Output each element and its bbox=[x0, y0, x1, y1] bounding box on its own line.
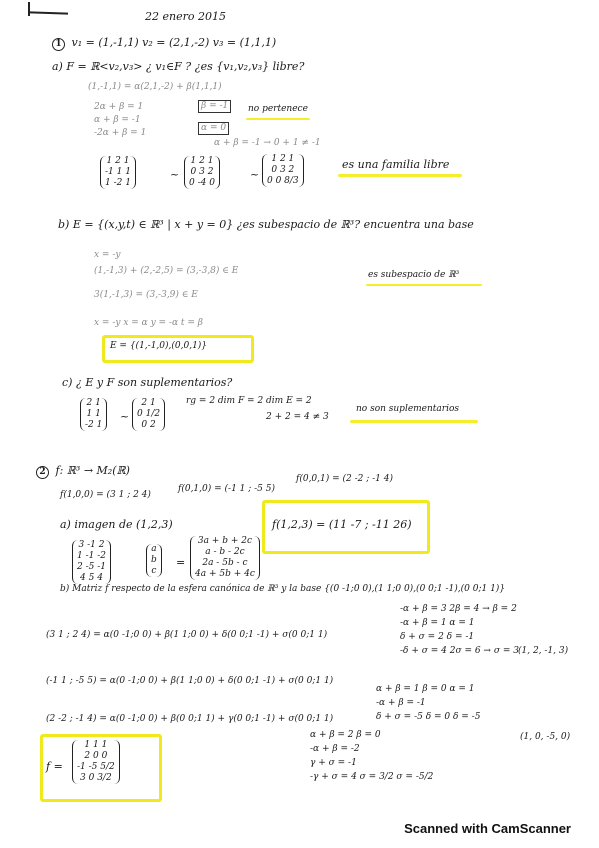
equals-sign: = bbox=[176, 556, 186, 569]
exercise-2-f2: f(0,1,0) = (-1 1 ; -5 5) bbox=[178, 484, 276, 494]
exercise-2-f1: f(1,0,0) = (3 1 ; 2 4) bbox=[60, 490, 151, 500]
exercise-1a-system-3: -2α + β = 1 bbox=[94, 128, 147, 138]
exercise-2b-sys1-d: -δ + σ = 4 2σ = 6 → σ = 3 bbox=[400, 646, 519, 656]
exercise-1b-line-4: x = -y x = α y = -α t = β bbox=[94, 318, 204, 328]
sim-sign: ~ bbox=[250, 168, 260, 181]
sim-sign: ~ bbox=[170, 168, 180, 181]
exercise-1a-system-1: 2α + β = 1 bbox=[94, 102, 144, 112]
exercise-2b-eq-1: (3 1 ; 2 4) = α(0 -1;0 0) + β(1 1;0 0) + δ(0 0;1 -1) + σ(0 0;1 1) bbox=[46, 630, 328, 640]
highlight-no-suplementarios bbox=[350, 420, 478, 423]
matrix-1a-b: 1 2 1 0 3 2 0 -4 0 bbox=[184, 156, 220, 189]
matrix-2a-f: 3 -1 2 1 -1 -2 2 -5 -1 4 5 4 bbox=[72, 540, 111, 584]
exercise-1a-work: (1,-1,1) = α(2,1,-2) + β(1,1,1) bbox=[88, 82, 222, 92]
exercise-1a-side-check: α + β = -1 → 0 + 1 ≠ -1 bbox=[214, 138, 321, 148]
exercise-1-number: 1 bbox=[52, 38, 65, 51]
exercise-1b-line-2: (1,-1,3) + (2,-2,5) = (3,-3,8) ∈ E bbox=[94, 266, 239, 276]
exercise-2a-result: f(1,2,3) = (11 -7 ; -11 26) bbox=[272, 518, 412, 531]
margin-tick bbox=[28, 2, 30, 16]
matrix-1c-b: 2 1 0 1/2 0 2 bbox=[132, 398, 165, 431]
exercise-2b-sys1-a: -α + β = 3 2β = 4 → β = 2 bbox=[400, 604, 517, 614]
matrix-1c-a: 2 1 1 1 -2 1 bbox=[80, 398, 107, 431]
exercise-2b-eq-2: (-1 1 ; -5 5) = α(0 -1;0 0) + β(1 1;0 0) + δ(0 0;1 -1) + σ(0 0;1 1) bbox=[46, 676, 334, 686]
highlight-familia-libre bbox=[338, 174, 462, 177]
exercise-1c-rank: rg = 2 dim F = 2 dim E = 2 bbox=[186, 396, 312, 406]
exercise-2b-sys1-c: δ + σ = 2 δ = -1 bbox=[400, 632, 475, 642]
exercise-1a-no-pertenece: no pertenece bbox=[248, 104, 308, 114]
matrix-2a-result: 3a + b + 2c a - b - 2c 2a - 5b - c 4a + 5b + 4c bbox=[190, 536, 260, 580]
exercise-2b-question: b) Matriz f respecto de la esfera canónica de ℝ³ y la base {(0 -1;0 0),(1 1;0 0),(0 0;1 -1),(0 0;1 1)} bbox=[60, 584, 506, 594]
exercise-2-header bbox=[36, 464, 130, 479]
exercise-1a-boxed-beta: β = -1 bbox=[198, 100, 231, 113]
exercise-2b-sys3-a: α + β = 2 β = 0 bbox=[310, 730, 381, 740]
exercise-1a-system-2: α + β = -1 bbox=[94, 115, 141, 125]
exercise-2b-sys2-c: δ + σ = -5 δ = 0 δ = -5 bbox=[376, 712, 481, 722]
matrix-1a-a: 1 2 1 -1 1 1 1 -2 1 bbox=[100, 156, 136, 189]
exercise-1c-sum: 2 + 2 = 4 ≠ 3 bbox=[266, 412, 329, 422]
exercise-1b-base: E = {(1,-1,0),(0,0,1)} bbox=[110, 341, 208, 351]
exercise-2b-eq-3: (2 -2 ; -1 4) = α(0 -1;0 0) + β(0 0;1 1) + γ(0 0;1 -1) + σ(0 0;1 1) bbox=[46, 714, 334, 724]
exercise-1-vectors: v₁ = (1,-1,1) v₂ = (2,1,-2) v₃ = (1,1,1) bbox=[71, 36, 277, 49]
vector-2a: a b c bbox=[146, 544, 162, 577]
highlight-subespacio bbox=[366, 284, 482, 286]
matrix-2b-f: 1 1 1 2 0 0 -1 -5 5/2 3 0 3/2 bbox=[72, 740, 120, 784]
exercise-1c-question: c) ¿ E y F son suplementarios? bbox=[62, 376, 233, 389]
exercise-2a-question: a) imagen de (1,2,3) bbox=[60, 518, 173, 531]
highlight-no-pertenece bbox=[246, 118, 310, 120]
sim-sign: ~ bbox=[120, 410, 130, 423]
matrix-f-label: f = bbox=[46, 760, 63, 773]
exercise-2b-coords-2: (1, 0, -5, 0) bbox=[520, 732, 571, 742]
exercise-1-header bbox=[52, 36, 276, 51]
exercise-1b-line-3: 3(1,-1,3) = (3,-3,9) ∈ E bbox=[94, 290, 198, 300]
exercise-2b-sys1-b: -α + β = 1 α = 1 bbox=[400, 618, 475, 628]
exercise-2-f3: f(0,0,1) = (2 -2 ; -1 4) bbox=[296, 474, 394, 484]
exercise-1c-conclusion: no son suplementarios bbox=[356, 404, 460, 414]
margin-rule bbox=[30, 11, 68, 14]
exercise-1b-line-1: x = -y bbox=[94, 250, 121, 260]
exercise-1b-question: b) E = {(x,y,t) ∈ ℝ³ | x + y = 0} ¿es subespacio de ℝ³? encuentra una base bbox=[58, 218, 474, 231]
matrix-1a-c: 1 2 1 0 3 2 0 0 8/3 bbox=[262, 154, 304, 187]
exercise-2b-sys3-b: -α + β = -2 bbox=[310, 744, 360, 754]
exercise-1a-question: a) F = ℝ<v₂,v₃> ¿ v₁∈F ? ¿es {v₁,v₂,v₃} libre? bbox=[52, 60, 305, 73]
exercise-2b-sys2-a: α + β = 1 β = 0 α = 1 bbox=[376, 684, 475, 694]
exercise-1a-conclusion: es una familia libre bbox=[342, 158, 450, 171]
exercise-2b-coords-1: (1, 2, -1, 3) bbox=[518, 646, 569, 656]
exercise-2-number: 2 bbox=[36, 466, 49, 479]
exercise-2b-sys2-b: -α + β = -1 bbox=[376, 698, 426, 708]
exercise-2b-sys3-c: γ + σ = -1 bbox=[310, 758, 357, 768]
page-date: 22 enero 2015 bbox=[145, 10, 226, 23]
exercise-1a-boxed-alpha: α = 0 bbox=[198, 122, 229, 135]
camscanner-stamp: Scanned with CamScanner bbox=[404, 821, 571, 836]
exercise-1b-conclusion: es subespacio de ℝ³ bbox=[368, 270, 460, 280]
exercise-2-definition: f: ℝ³ → M₂(ℝ) bbox=[55, 464, 130, 477]
exercise-2b-sys3-d: -γ + σ = 4 σ = 3/2 σ = -5/2 bbox=[310, 772, 434, 782]
